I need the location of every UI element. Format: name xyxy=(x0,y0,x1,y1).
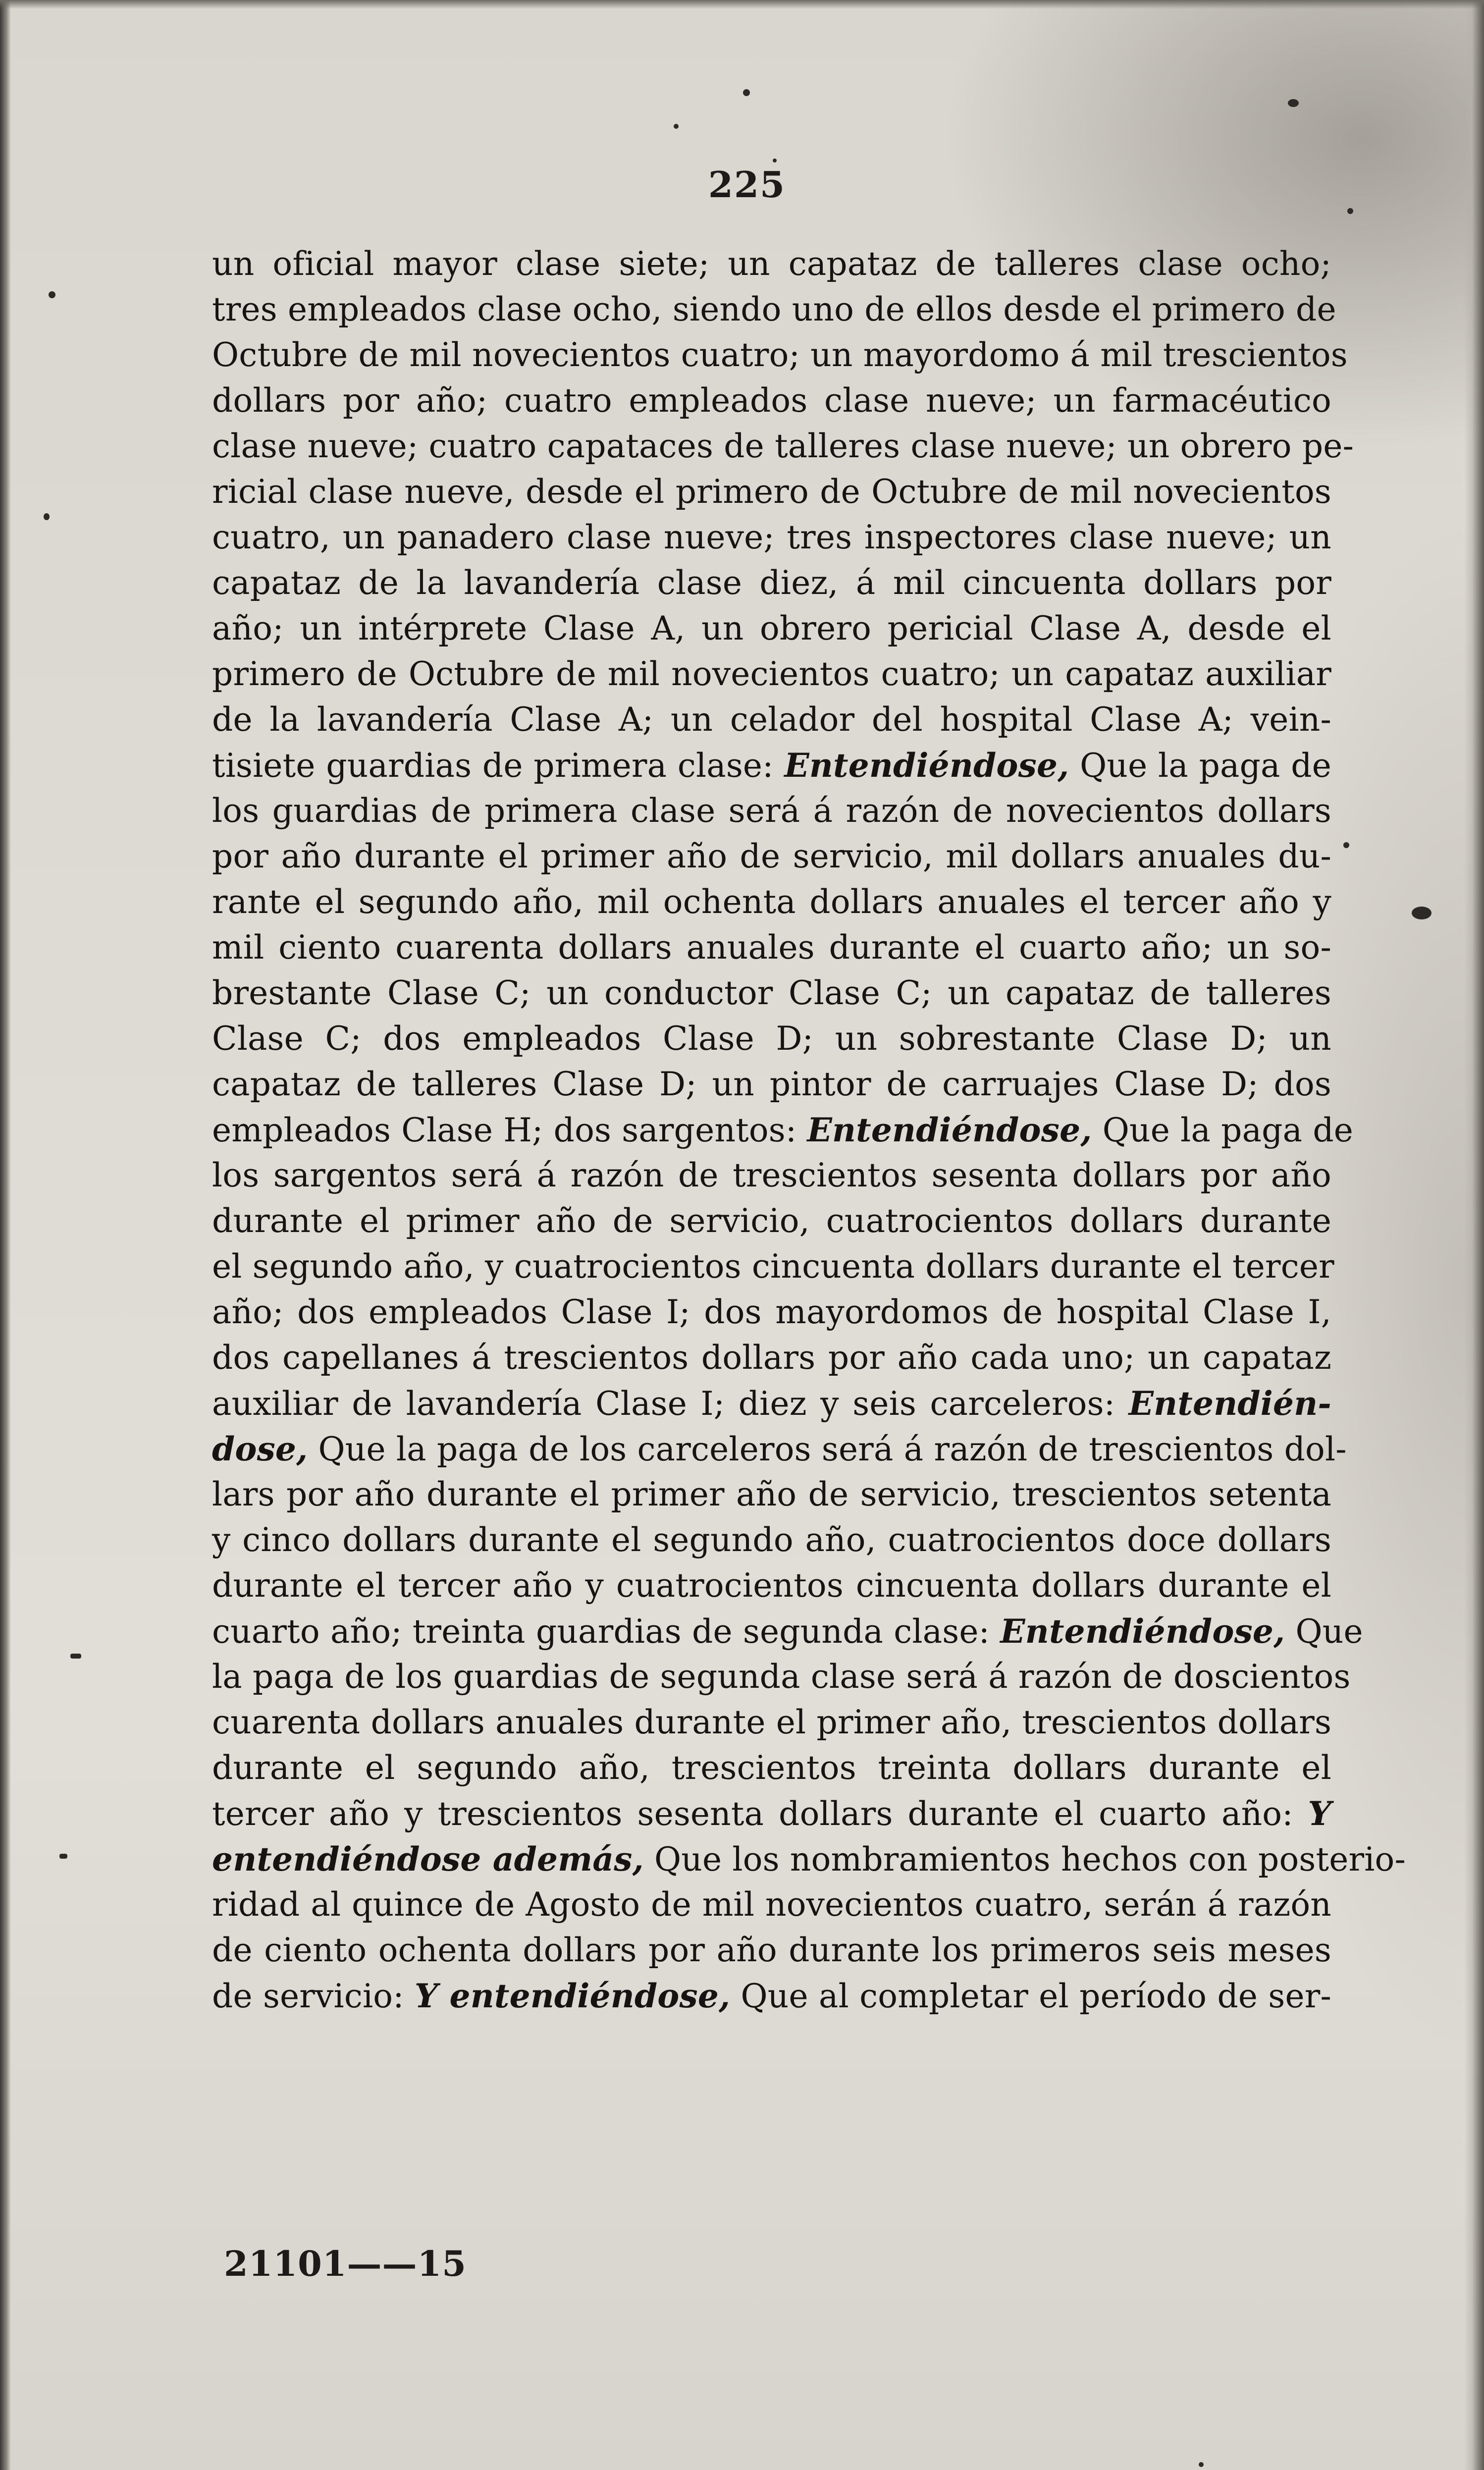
ink-speck xyxy=(1412,907,1431,919)
text-line: ricial clase nueve, desde el primero de Octubre de mil novecientos xyxy=(212,473,1331,511)
text-line: mil ciento cuarenta dollars anuales durante el cuarto año; un so- xyxy=(212,928,1331,967)
text-line: brestante Clase C; un conductor Clase C; un capataz de talleres xyxy=(212,974,1331,1012)
text-line: los guardias de primera clase será á razón de novecientos dollars xyxy=(212,792,1331,830)
text-line: durante el tercer año y cuatrocientos cincuenta dollars durante el xyxy=(212,1566,1331,1605)
text-line: año; dos empleados Clase I; dos mayordomos de hospital Clase I, xyxy=(212,1293,1331,1331)
text-line: de la lavandería Clase A; un celador del hospital Clase A; vein- xyxy=(212,700,1331,739)
printer-signature: 21101——15 xyxy=(224,2243,467,2284)
text-line: entendiéndose además, Que los nombramientos hechos con posterio- xyxy=(212,1840,1406,1879)
page-right-edge-shadow xyxy=(1464,0,1484,2470)
text-line: de ciento ochenta dollars por año durante los primeros seis meses xyxy=(212,1931,1331,1969)
ink-speck xyxy=(59,1854,67,1859)
italic-phrase: Y xyxy=(1308,1794,1331,1833)
ink-speck xyxy=(1347,208,1353,214)
text-line: cuarto año; treinta guardias de segunda clase: Entendiéndose, Que xyxy=(212,1612,1363,1651)
italic-phrase: Entendiéndose, xyxy=(1000,1612,1285,1651)
page-top-edge-shadow xyxy=(0,0,1484,9)
text-line: cuarenta dollars anuales durante el primer año, trescientos dollars xyxy=(212,1703,1332,1741)
text-line: lars por año durante el primer año de servicio, trescientos setenta xyxy=(212,1475,1331,1513)
ink-speck xyxy=(70,1654,81,1659)
text-line: primero de Octubre de mil novecientos cuatro; un capataz auxiliar xyxy=(212,655,1331,693)
text-line: capataz de la lavandería clase diez, á mil cincuenta dollars por xyxy=(212,564,1331,602)
text-line: durante el primer año de servicio, cuatrocientos dollars durante xyxy=(212,1202,1331,1240)
text-line: ridad al quince de Agosto de mil novecientos cuatro, serán á razón xyxy=(212,1885,1331,1924)
text-line: auxiliar de lavandería Clase I; diez y seis carceleros: Entendién- xyxy=(212,1384,1331,1423)
text-line: rante el segundo año, mil ochenta dollars anuales el tercer año y xyxy=(212,883,1331,921)
ink-speck xyxy=(743,89,750,96)
text-line: tercer año y trescientos sesenta dollars durante el cuarto año: Y xyxy=(212,1794,1331,1833)
text-line: y cinco dollars durante el segundo año, cuatrocientos doce dollars xyxy=(212,1521,1331,1559)
text-line: de servicio: Y entendiéndose, Que al completar el período de ser- xyxy=(212,1977,1331,2015)
ink-speck xyxy=(1199,2462,1204,2467)
italic-phrase: dose, xyxy=(212,1430,308,1468)
italic-phrase: entendiéndose además, xyxy=(212,1840,644,1879)
text-line: tisiete guardias de primera clase: Entendiéndose, Que la paga de xyxy=(212,746,1331,785)
ink-speck xyxy=(49,291,55,298)
text-line: dose, Que la paga de los carceleros será á razón de trescientos dol- xyxy=(212,1430,1347,1468)
ink-speck xyxy=(44,513,50,520)
text-line: empleados Clase H; dos sargentos: Entendiéndose, Que la paga de xyxy=(212,1111,1354,1149)
text-line: un oficial mayor clase siete; un capataz de talleres clase ocho; xyxy=(212,245,1331,283)
page-left-edge-shadow xyxy=(0,0,11,2470)
text-line: el segundo año, y cuatrocientos cincuenta dollars durante el tercer xyxy=(212,1247,1334,1286)
text-line: la paga de los guardias de segunda clase será á razón de doscientos xyxy=(212,1658,1351,1696)
text-line: los sargentos será á razón de trescientos sesenta dollars por año xyxy=(212,1156,1331,1194)
ink-speck xyxy=(674,124,679,129)
body-text xyxy=(212,241,1406,2019)
text-line: año; un intérprete Clase A, un obrero pericial Clase A, desde el xyxy=(212,609,1331,647)
ink-speck xyxy=(1288,99,1299,107)
text-line: cuatro, un panadero clase nueve; tres inspectores clase nueve; un xyxy=(212,518,1331,556)
text-line: por año durante el primer año de servicio, mil dollars anuales du- xyxy=(212,837,1331,875)
text-line: dos capellanes á trescientos dollars por año cada uno; un capataz xyxy=(212,1339,1331,1377)
text-line: Octubre de mil novecientos cuatro; un mayordomo á mil trescientos xyxy=(212,336,1348,374)
italic-phrase: Entendiéndose, xyxy=(784,746,1069,785)
text-line: durante el segundo año, trescientos treinta dollars durante el xyxy=(212,1749,1331,1787)
ink-speck xyxy=(773,159,777,162)
text-line: tres empleados clase ocho, siendo uno de ellos desde el primero de xyxy=(212,290,1336,328)
text-line: capataz de talleres Clase D; un pintor de carruajes Clase D; dos xyxy=(212,1065,1331,1103)
text-line: dollars por año; cuatro empleados clase nueve; un farmacéutico xyxy=(212,381,1331,420)
italic-phrase: Entendiéndose, xyxy=(807,1111,1092,1149)
italic-phrase: Y entendiéndose, xyxy=(414,1977,731,2015)
italic-phrase: Entendién- xyxy=(1128,1384,1331,1423)
ink-speck xyxy=(1343,842,1349,848)
text-line: clase nueve; cuatro capataces de talleres clase nueve; un obrero pe- xyxy=(212,427,1354,465)
text-line: Clase C; dos empleados Clase D; un sobrestante Clase D; un xyxy=(212,1020,1331,1058)
page-number: 225 xyxy=(708,163,786,206)
